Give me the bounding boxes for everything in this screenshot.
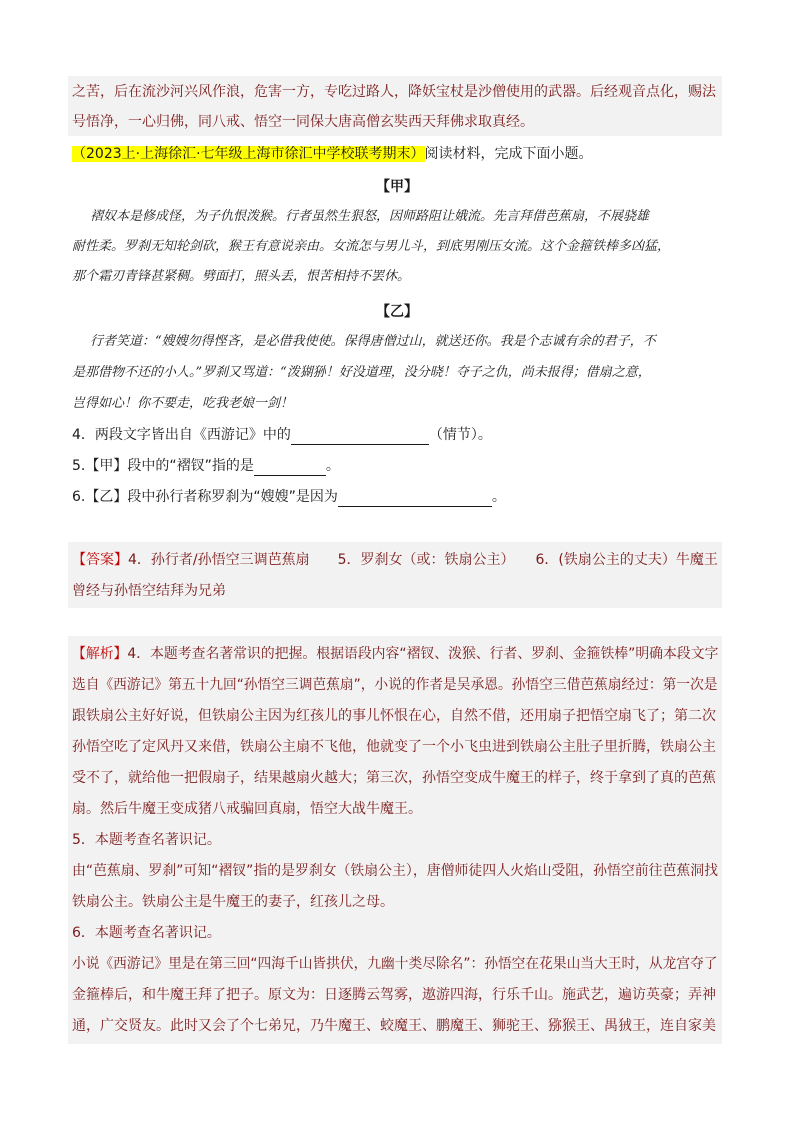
analysis-line-8: 由“芭蕉扇、罗刹”可知“褶钗”指的是罗刹女（铁扇公主），唐僧师徒四人火焰山受阻，孙悟空前往芭蕉洞找 [72,863,719,879]
question-intro [72,144,593,164]
analysis-tag: 【解析】 [72,646,128,662]
answer-text: 4．孙行者/孙悟空三调芭蕉扇 5．罗刹女（或：铁扇公主） 6．(铁扇公主的丈夫）牛魔王 [128,552,718,568]
question-6-text: 6.【乙】段中孙行者称罗刹为“嫂嫂”是因为 [72,489,338,505]
question-5-end: 。 [325,458,340,474]
question-4-blank[interactable] [291,430,429,445]
answer-line-1 [72,550,718,570]
question-6-blank[interactable] [338,492,492,507]
passage-yi-line-1: 行者笑道：“嫂嫂勿得悭吝，是必借我使使。保得唐僧过山，就送还你。我是个志诚有余的君子，不 [90,334,656,349]
analysis-line-6: 扇。然后牛魔王变成猪八戒骗回真扇，悟空大战牛魔王。 [72,801,422,817]
passage-jia-line-2: 耐性柔。罗刹无知轮剑砍，猴王有意说亲由。女流怎与男儿斗，到底男刚压女流。这个金箍铁棒多凶猛， [72,239,671,254]
analysis-line-2: 选自《西游记》第五十九回“孙悟空三调芭蕉扇”，小说的作者是吴承恩。孙悟空三借芭蕉扇经过：第一次是 [72,677,718,693]
analysis-line-4: 孙悟空吃了定风丹又来借，铁扇公主扇不飞他，他就变了一个小飞虫进到铁扇公主肚子里折腾，铁扇公主 [72,739,716,755]
question-source: （2023上·上海徐汇·七年级上海市徐汇中学校联考期末） [72,146,425,162]
analysis-line-3: 跟铁扇公主好好说，但铁扇公主因为红孩儿的事儿怀恨在心，自然不借，还用扇子把悟空扇飞了；第二次 [72,708,716,724]
passage-jia-line-3: 那个霜刃青锋甚紧稠。劈面打，照头丢，恨苦相持不罢休。 [72,269,411,284]
analysis-line-7: 5．本题考查名著识记。 [72,832,221,848]
question-5-text: 5.【甲】段中的“褶钗”指的是 [72,458,254,474]
question-6 [72,487,506,507]
passage-jia-line-1: 褶奴本是修成怪，为子仇恨泼猴。行者虽然生狠怒，因师路阻让娥流。先言拜借芭蕉扇，不展骁雄 [90,209,650,224]
analysis-text: 4．本题考查名著常识的把握。根据语段内容“褶钗、泼猴、行者、罗刹、金箍铁棒”明确本段文字 [127,646,719,662]
passage-yi-line-3: 岂得如心！你不要走，吃我老娘一剑！ [72,396,294,411]
analysis-line-5: 受不了，就给他一把假扇子，结果越扇火越大；第三次，孙悟空变成牛魔王的样子，终于拿到了真的芭蕉 [72,770,716,786]
question-4 [72,425,492,445]
question-4-text: 4．两段文字皆出自《西游记》中的 [72,427,291,443]
analysis-line-13: 通，广交贤友。此时又会了个七弟兄，乃牛魔王、蛟魔王、鹏魔王、狮驼王、猕猴王、禺狨王，连自家美 [72,1018,716,1034]
question-6-end: 。 [491,489,506,505]
analysis-line-9: 铁扇公主。铁扇公主是牛魔王的妻子，红孩儿之母。 [72,894,394,910]
passage-jia-heading: 【甲】 [376,179,418,195]
analysis-line-1 [72,644,718,664]
question-5 [72,456,340,476]
question-4-end: （情节）。 [428,427,492,443]
answer-line-2: 曾经与孙悟空结拜为兄弟 [72,583,226,599]
question-instruction: 阅读材料，完成下面小题。 [424,146,593,162]
question-5-blank[interactable] [254,461,326,476]
passage-yi-line-2: 是那借物不还的小人。”罗刹又骂道：“泼猢狲！好没道理，没分晓！夺子之仇，尚未报得；借扇之意， [72,365,651,380]
answer-tag: 【答案】 [72,552,128,568]
analysis-line-10: 6．本题考查名著识记。 [72,925,221,941]
analysis-line-11: 小说《西游记》里是在第三回“四海千山皆拱伏，九幽十类尽除名”：孙悟空在花果山当大王时，从龙宫夺了 [72,956,718,972]
top-passage-line-2: 号悟净，一心归佛，同八戒、悟空一同保大唐高僧玄奘西天拜佛求取真经。 [72,114,534,130]
analysis-line-12: 金箍棒后，和牛魔王拜了把子。原文为：日逐腾云驾雾，遨游四海，行乐千山。施武艺，遍访英豪；弄神 [72,987,716,1003]
passage-yi-heading: 【乙】 [376,304,418,320]
top-passage-line-1: 之苦，后在流沙河兴风作浪，危害一方，专吃过路人，降妖宝杖是沙僧使用的武器。后经观音点化，赐法 [72,84,716,100]
